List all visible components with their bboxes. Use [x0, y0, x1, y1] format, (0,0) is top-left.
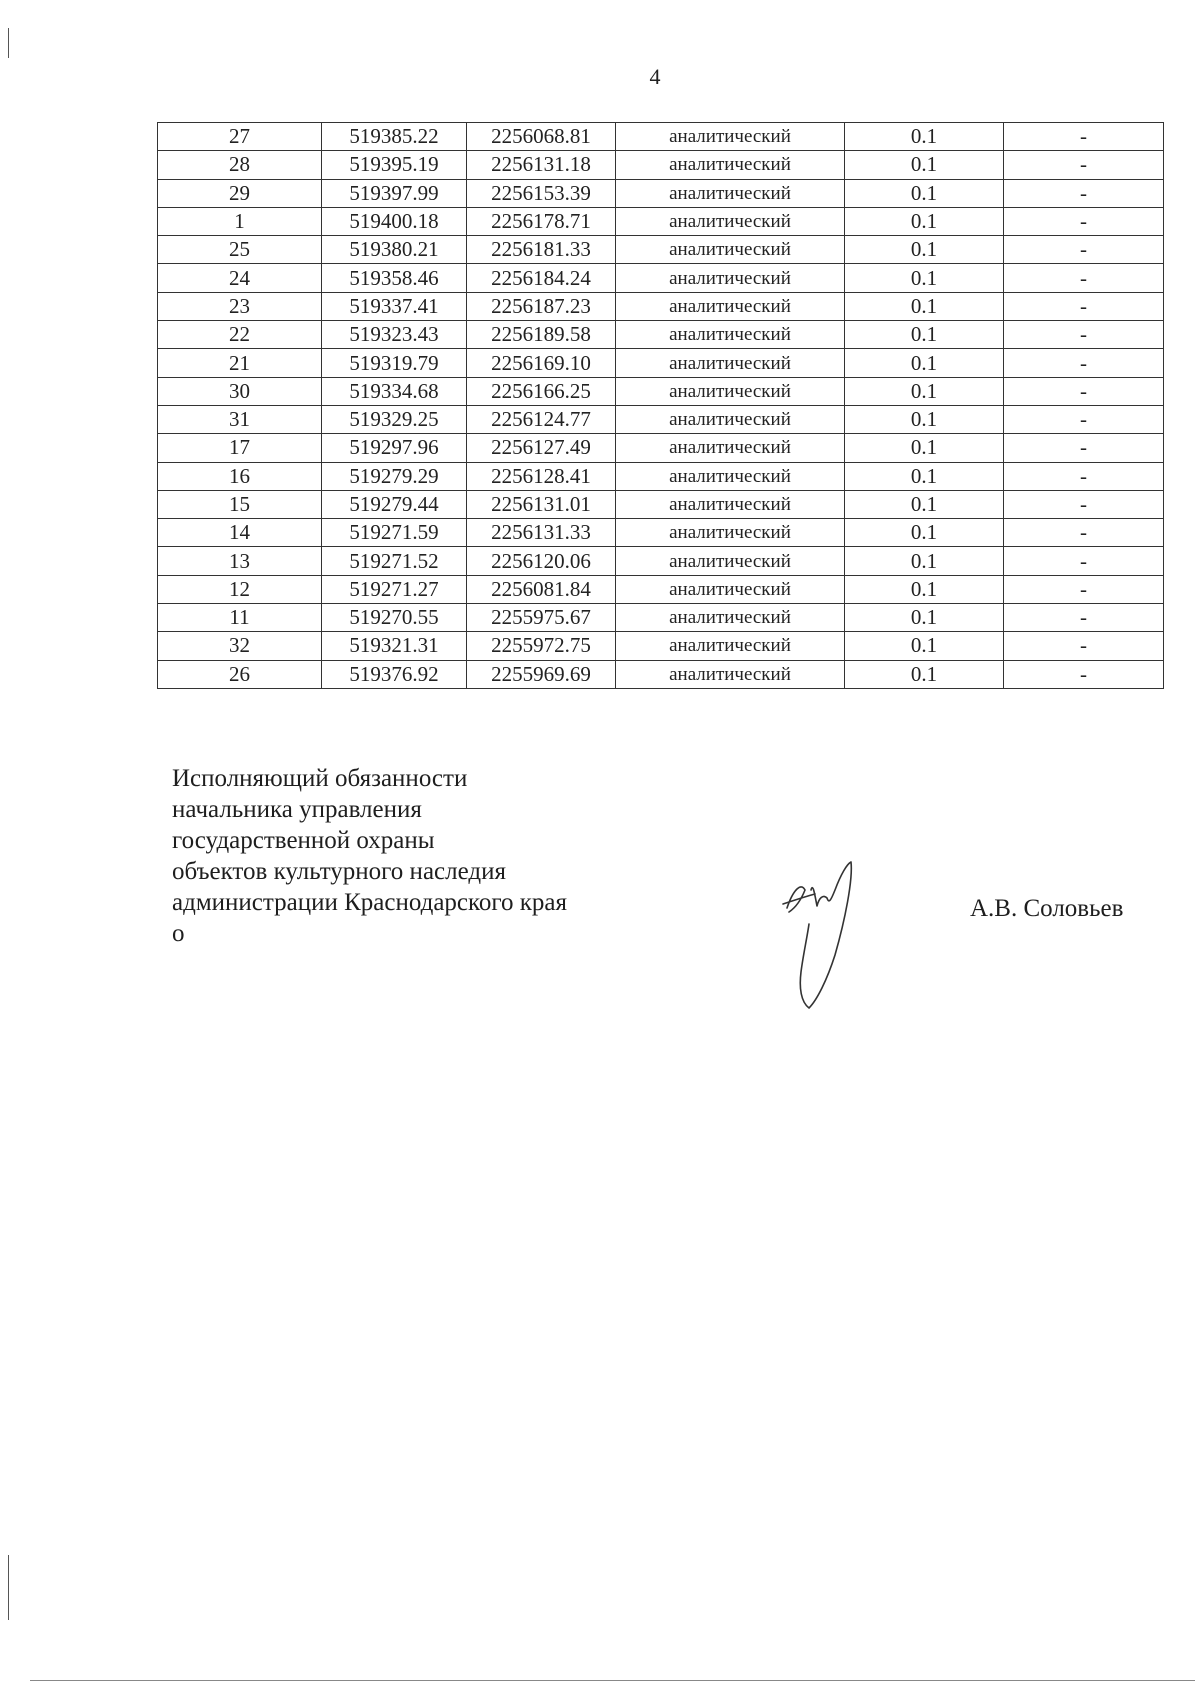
x-coordinate-cell: 519323.43 — [322, 321, 467, 349]
scan-edge-left-bottom — [8, 1555, 9, 1620]
accuracy-cell: 0.1 — [845, 321, 1004, 349]
table-row — [158, 377, 1164, 405]
table-row — [158, 151, 1164, 179]
signatory-position — [172, 763, 567, 949]
table-row — [158, 264, 1164, 292]
y-coordinate-cell: 2256131.33 — [467, 519, 616, 547]
note-cell: - — [1004, 434, 1164, 462]
y-coordinate-cell: 2256153.39 — [467, 179, 616, 207]
signatory-position-line: начальника управления — [172, 796, 422, 823]
accuracy-cell: 0.1 — [845, 264, 1004, 292]
accuracy-cell: 0.1 — [845, 151, 1004, 179]
y-coordinate-cell: 2256189.58 — [467, 321, 616, 349]
table-row — [158, 434, 1164, 462]
y-coordinate-cell: 2256127.49 — [467, 434, 616, 462]
table-row — [158, 547, 1164, 575]
signatory-position-line: государственной охраны — [172, 827, 435, 854]
x-coordinate-cell: 519400.18 — [322, 207, 467, 235]
accuracy-cell: 0.1 — [845, 236, 1004, 264]
accuracy-cell: 0.1 — [845, 207, 1004, 235]
x-coordinate-cell: 519395.19 — [322, 151, 467, 179]
x-coordinate-cell: 519271.27 — [322, 575, 467, 603]
y-coordinate-cell: 2256131.01 — [467, 490, 616, 518]
point-number-cell: 26 — [158, 660, 322, 688]
handwritten-signature — [765, 860, 865, 1010]
y-coordinate-cell: 2256068.81 — [467, 123, 616, 151]
y-coordinate-cell: 2255975.67 — [467, 604, 616, 632]
x-coordinate-cell: 519297.96 — [322, 434, 467, 462]
method-cell: аналитический — [616, 179, 845, 207]
note-cell: - — [1004, 377, 1164, 405]
signatory-position-line: администрации Краснодарского края — [172, 889, 568, 916]
method-cell: аналитический — [616, 207, 845, 235]
method-cell: аналитический — [616, 519, 845, 547]
note-cell: - — [1004, 575, 1164, 603]
accuracy-cell: 0.1 — [845, 660, 1004, 688]
method-cell: аналитический — [616, 123, 845, 151]
signatory-position-line: объектов культурного наследия — [172, 858, 506, 885]
point-number-cell: 14 — [158, 519, 322, 547]
method-cell: аналитический — [616, 377, 845, 405]
accuracy-cell: 0.1 — [845, 604, 1004, 632]
method-cell: аналитический — [616, 434, 845, 462]
x-coordinate-cell: 519334.68 — [322, 377, 467, 405]
accuracy-cell: 0.1 — [845, 179, 1004, 207]
note-cell: - — [1004, 264, 1164, 292]
table-row — [158, 604, 1164, 632]
point-number-cell: 25 — [158, 236, 322, 264]
method-cell: аналитический — [616, 547, 845, 575]
note-cell: - — [1004, 632, 1164, 660]
x-coordinate-cell: 519321.31 — [322, 632, 467, 660]
point-number-cell: 24 — [158, 264, 322, 292]
x-coordinate-cell: 519358.46 — [322, 264, 467, 292]
note-cell: - — [1004, 660, 1164, 688]
x-coordinate-cell: 519270.55 — [322, 604, 467, 632]
signatory-position-line: о — [172, 920, 185, 947]
coordinates-table — [157, 122, 1164, 689]
table-row — [158, 632, 1164, 660]
note-cell: - — [1004, 462, 1164, 490]
note-cell: - — [1004, 405, 1164, 433]
note-cell: - — [1004, 236, 1164, 264]
scan-edge-bottom — [30, 1680, 1195, 1681]
accuracy-cell: 0.1 — [845, 349, 1004, 377]
method-cell: аналитический — [616, 405, 845, 433]
x-coordinate-cell: 519271.59 — [322, 519, 467, 547]
x-coordinate-cell: 519319.79 — [322, 349, 467, 377]
note-cell: - — [1004, 151, 1164, 179]
point-number-cell: 30 — [158, 377, 322, 405]
accuracy-cell: 0.1 — [845, 490, 1004, 518]
table-row — [158, 236, 1164, 264]
table-row — [158, 490, 1164, 518]
x-coordinate-cell: 519329.25 — [322, 405, 467, 433]
x-coordinate-cell: 519337.41 — [322, 292, 467, 320]
accuracy-cell: 0.1 — [845, 292, 1004, 320]
y-coordinate-cell: 2256178.71 — [467, 207, 616, 235]
note-cell: - — [1004, 123, 1164, 151]
point-number-cell: 29 — [158, 179, 322, 207]
accuracy-cell: 0.1 — [845, 377, 1004, 405]
table-row — [158, 575, 1164, 603]
note-cell: - — [1004, 321, 1164, 349]
y-coordinate-cell: 2256120.06 — [467, 547, 616, 575]
note-cell: - — [1004, 547, 1164, 575]
table-row — [158, 179, 1164, 207]
accuracy-cell: 0.1 — [845, 519, 1004, 547]
point-number-cell: 27 — [158, 123, 322, 151]
coordinates-table-body — [158, 123, 1164, 689]
method-cell: аналитический — [616, 236, 845, 264]
table-row — [158, 519, 1164, 547]
y-coordinate-cell: 2256169.10 — [467, 349, 616, 377]
accuracy-cell: 0.1 — [845, 434, 1004, 462]
signatory-position-line: Исполняющий обязанности — [172, 765, 468, 792]
point-number-cell: 21 — [158, 349, 322, 377]
table-row — [158, 207, 1164, 235]
note-cell: - — [1004, 490, 1164, 518]
accuracy-cell: 0.1 — [845, 123, 1004, 151]
point-number-cell: 23 — [158, 292, 322, 320]
method-cell: аналитический — [616, 490, 845, 518]
x-coordinate-cell: 519385.22 — [322, 123, 467, 151]
y-coordinate-cell: 2256131.18 — [467, 151, 616, 179]
table-row — [158, 349, 1164, 377]
table-row — [158, 660, 1164, 688]
note-cell: - — [1004, 604, 1164, 632]
note-cell: - — [1004, 207, 1164, 235]
point-number-cell: 16 — [158, 462, 322, 490]
signatory-name: А.В. Соловьев — [970, 895, 1124, 922]
scan-edge-left-top — [8, 28, 9, 58]
accuracy-cell: 0.1 — [845, 462, 1004, 490]
point-number-cell: 13 — [158, 547, 322, 575]
note-cell: - — [1004, 292, 1164, 320]
y-coordinate-cell: 2256187.23 — [467, 292, 616, 320]
method-cell: аналитический — [616, 462, 845, 490]
point-number-cell: 22 — [158, 321, 322, 349]
point-number-cell: 17 — [158, 434, 322, 462]
accuracy-cell: 0.1 — [845, 632, 1004, 660]
x-coordinate-cell: 519279.44 — [322, 490, 467, 518]
method-cell: аналитический — [616, 575, 845, 603]
y-coordinate-cell: 2256081.84 — [467, 575, 616, 603]
page-number: 4 — [649, 64, 661, 89]
accuracy-cell: 0.1 — [845, 575, 1004, 603]
method-cell: аналитический — [616, 660, 845, 688]
y-coordinate-cell: 2256181.33 — [467, 236, 616, 264]
table-row — [158, 292, 1164, 320]
y-coordinate-cell: 2255969.69 — [467, 660, 616, 688]
table-row — [158, 321, 1164, 349]
y-coordinate-cell: 2255972.75 — [467, 632, 616, 660]
point-number-cell: 32 — [158, 632, 322, 660]
y-coordinate-cell: 2256184.24 — [467, 264, 616, 292]
x-coordinate-cell: 519380.21 — [322, 236, 467, 264]
note-cell: - — [1004, 179, 1164, 207]
table-row — [158, 123, 1164, 151]
table-row — [158, 462, 1164, 490]
point-number-cell: 12 — [158, 575, 322, 603]
method-cell: аналитический — [616, 321, 845, 349]
accuracy-cell: 0.1 — [845, 405, 1004, 433]
y-coordinate-cell: 2256166.25 — [467, 377, 616, 405]
note-cell: - — [1004, 349, 1164, 377]
x-coordinate-cell: 519271.52 — [322, 547, 467, 575]
point-number-cell: 15 — [158, 490, 322, 518]
x-coordinate-cell: 519279.29 — [322, 462, 467, 490]
method-cell: аналитический — [616, 604, 845, 632]
method-cell: аналитический — [616, 349, 845, 377]
x-coordinate-cell: 519397.99 — [322, 179, 467, 207]
method-cell: аналитический — [616, 151, 845, 179]
method-cell: аналитический — [616, 632, 845, 660]
y-coordinate-cell: 2256124.77 — [467, 405, 616, 433]
accuracy-cell: 0.1 — [845, 547, 1004, 575]
point-number-cell: 28 — [158, 151, 322, 179]
method-cell: аналитический — [616, 292, 845, 320]
note-cell: - — [1004, 519, 1164, 547]
y-coordinate-cell: 2256128.41 — [467, 462, 616, 490]
point-number-cell: 31 — [158, 405, 322, 433]
point-number-cell: 11 — [158, 604, 322, 632]
table-row — [158, 405, 1164, 433]
point-number-cell: 1 — [158, 207, 322, 235]
method-cell: аналитический — [616, 264, 845, 292]
x-coordinate-cell: 519376.92 — [322, 660, 467, 688]
